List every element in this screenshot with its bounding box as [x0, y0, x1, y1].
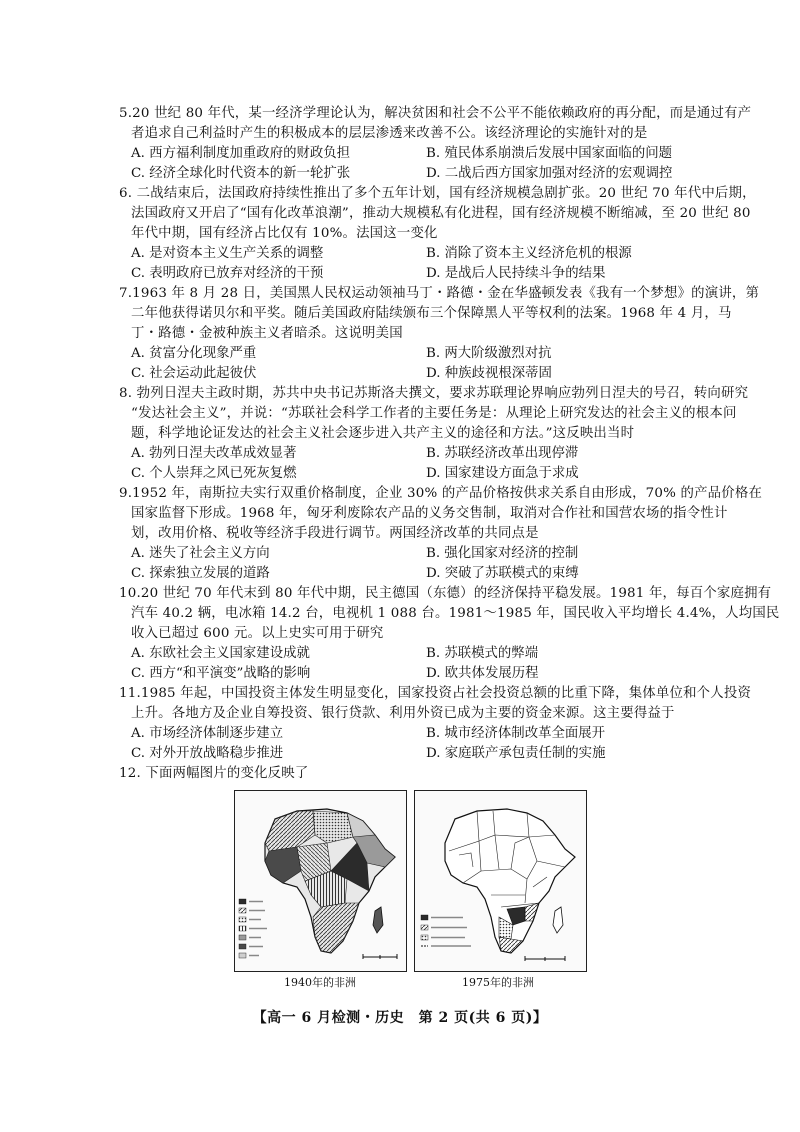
question-stem-line: 国家监督下形成。1968 年，匈牙利废除农产品的义务交售制，取消对合作社和国营农场的指令性计 [131, 506, 728, 521]
question-stem-line: 汽车 40.2 辆，电冰箱 14.2 台，电视机 1 088 台。1981～1985 年，国民收入平均增长 4.4%，人均国民 [131, 606, 780, 621]
option-c[interactable]: C. 对外开放战略稳步推进 [131, 746, 284, 761]
option-c[interactable]: C. 西方“和平演变”战略的影响 [131, 666, 311, 681]
option-c[interactable]: C. 探索独立发展的道路 [131, 566, 270, 581]
africa-1940-map-drawing [235, 791, 406, 971]
africa-1975-map [414, 790, 587, 972]
question-stem-line: 7.1963 年 8 月 28 日，美国黑人民权运动领袖马丁・路德・金在华盛顿发表《我有一个梦想》的演讲，第 [119, 286, 760, 301]
option-c[interactable]: C. 经济全球化时代资本的新一轮扩张 [131, 166, 351, 181]
option-a[interactable]: A. 西方福利制度加重政府的财政负担 [131, 146, 351, 161]
option-a[interactable]: A. 市场经济体制逐步建立 [131, 726, 284, 741]
question-stem-line: 12. 下面两幅图片的变化反映了 [119, 766, 309, 781]
question-stem-line: 6. 二战结束后，法国政府持续性推出了多个五年计划，国有经济规模急剧扩张。20 世纪 70 年代中后期， [119, 186, 756, 201]
question-stem-line: 9.1952 年，南斯拉夫实行双重价格制度，企业 30% 的产品价格按供求关系自由形成，70% 的产品价格在 [119, 486, 763, 501]
question-stem-line: 法国政府又开启了“国有化改革浪潮”，推动大规模私有化进程，国有经济规模不断缩减，至 20 世纪 80 [131, 206, 751, 221]
option-a[interactable]: A. 迷失了社会主义方向 [131, 546, 270, 561]
question-stem-line: 收入已超过 600 元。以上史实可用于研究 [131, 626, 384, 641]
option-b[interactable]: B. 城市经济体制改革全面展开 [426, 726, 606, 741]
map-caption-1940: 1940年的非洲 [284, 976, 356, 989]
option-b[interactable]: B. 苏联模式的弊端 [426, 646, 539, 661]
map-caption-1975: 1975年的非洲 [462, 976, 534, 989]
map-legend [239, 899, 267, 958]
option-c[interactable]: C. 个人崇拜之风已死灰复燃 [131, 466, 297, 481]
scale-bar [525, 956, 565, 961]
option-a[interactable]: A. 东欧社会主义国家建设成就 [131, 646, 310, 661]
option-b[interactable]: B. 两大阶级激烈对抗 [426, 346, 552, 361]
question-stem-line: 8. 勃列日涅夫主政时期，苏共中央书记苏斯洛夫撰文，要求苏联理论界响应勃列日涅夫的号召，转向研究 [119, 386, 749, 401]
question-stem-line: 5.20 世纪 80 年代，某一经济学理论认为，解决贫困和社会不公平不能依赖政府的再分配，而是通过有产 [119, 106, 752, 121]
question-stem-line: 丁・路德・金被种族主义者暗杀。这说明美国 [131, 326, 403, 341]
option-a[interactable]: A. 勃列日涅夫改革成效显著 [131, 446, 297, 461]
option-d[interactable]: D. 二战后西方国家加强对经济的宏观调控 [426, 166, 673, 181]
option-d[interactable]: D. 家庭联产承包责任制的实施 [426, 746, 606, 761]
question-stem-line: 上升。各地方及企业自筹投资、银行贷款、利用外资已成为主要的资金来源。这主要得益于 [131, 706, 675, 721]
question-stem-line: 年代中期，国有经济占比仅有 10%。法国这一变化 [131, 226, 438, 241]
question-stem-line: 题，科学地论证发达的社会主义社会逐步进入共产主义的途径和方法。”这反映出当时 [131, 426, 635, 441]
option-b[interactable]: B. 强化国家对经济的控制 [426, 546, 579, 561]
option-d[interactable]: D. 是战后人民持续斗争的结果 [426, 266, 606, 281]
africa-1975-map-drawing [415, 791, 586, 971]
option-d[interactable]: D. 欧共体发展历程 [426, 666, 539, 681]
map-legend [421, 915, 471, 946]
option-d[interactable]: D. 突破了苏联模式的束缚 [426, 566, 579, 581]
question-stem-line: 11.1985 年起，中国投资主体发生明显变化，国家投资占社会投资总额的比重下降，集体单位和个人投资 [119, 686, 752, 701]
option-c[interactable]: C. 社会运动此起彼伏 [131, 366, 257, 381]
option-c[interactable]: C. 表明政府已放弃对经济的干预 [131, 266, 324, 281]
option-a[interactable]: A. 贫富分化现象严重 [131, 346, 257, 361]
africa-1940-map [234, 790, 407, 972]
option-b[interactable]: B. 殖民体系崩溃后发展中国家面临的问题 [426, 146, 672, 161]
option-d[interactable]: D. 种族歧视根深蒂固 [426, 366, 552, 381]
page-footer: 【高一 6 月检测・历史 第 2 页(共 6 页)】 [252, 1010, 548, 1026]
scale-bar [363, 954, 397, 959]
question-stem-line: 二年他获得诺贝尔和平奖。随后美国政府陆续颁布三个保障黑人平等权利的法案。1968 年 4 月，马 [131, 306, 732, 321]
option-b[interactable]: B. 消除了资本主义经济危机的根源 [426, 246, 632, 261]
question-stem-line: “发达社会主义”，并说：“苏联社会科学工作者的主要任务是：从理论上研究发达的社会主义的根本问 [131, 406, 737, 421]
option-a[interactable]: A. 是对资本主义生产关系的调整 [131, 246, 324, 261]
option-d[interactable]: D. 国家建设方面急于求成 [426, 466, 579, 481]
question-stem-line: 者追求自己利益时产生的积极成本的层层渗透来改善不公。该经济理论的实施针对的是 [131, 126, 648, 141]
option-b[interactable]: B. 苏联经济改革出现停滞 [426, 446, 579, 461]
question-stem-line: 划，改用价格、税收等经济手段进行调节。两国经济改革的共同点是 [131, 526, 539, 541]
question-stem-line: 10.20 世纪 70 年代末到 80 年代中期，民主德国（东德）的经济保持平稳发展。1981 年，每百个家庭拥有 [119, 586, 772, 601]
